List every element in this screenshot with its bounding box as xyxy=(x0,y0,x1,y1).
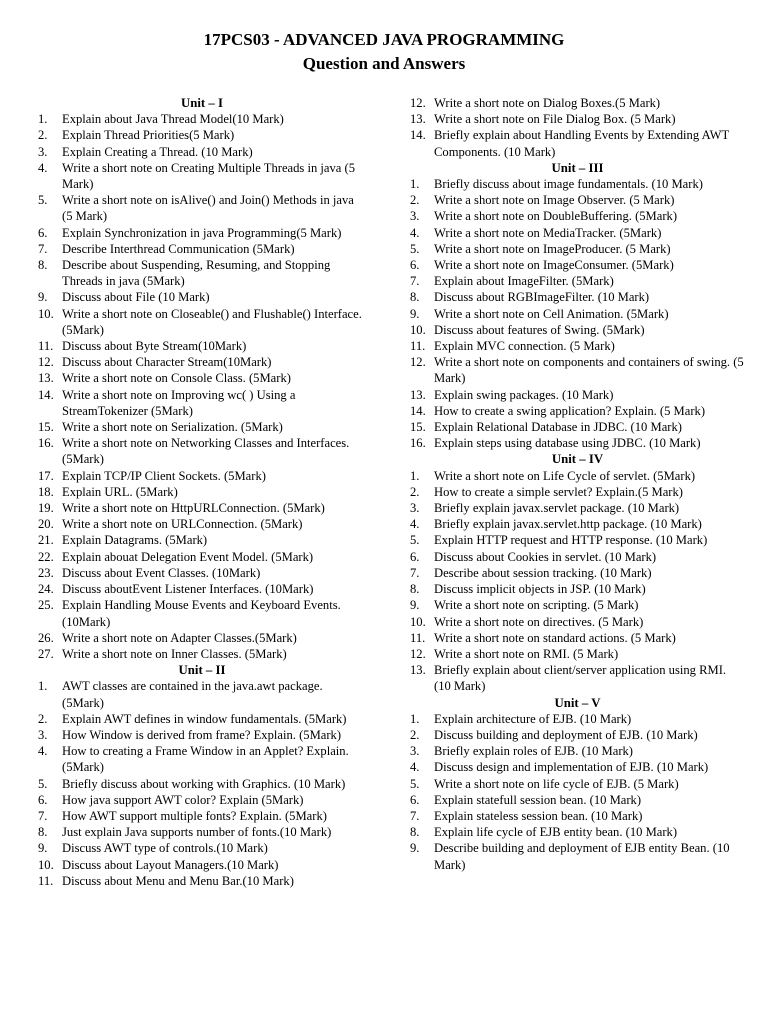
question-item xyxy=(410,516,745,532)
question-list xyxy=(410,711,745,873)
question-item xyxy=(38,743,366,775)
question-item xyxy=(410,387,745,403)
question-item xyxy=(38,144,366,160)
question-number: 20. xyxy=(38,517,54,532)
question-text: Write a short note on scripting. (5 Mark) xyxy=(434,598,639,613)
question-item xyxy=(38,873,366,889)
question-number: 19. xyxy=(38,501,54,516)
question-number: 14. xyxy=(410,403,426,418)
question-number: 8. xyxy=(38,825,48,840)
question-text: Explain Synchronization in java Programming(5 Mark) xyxy=(62,225,342,240)
question-item xyxy=(38,678,366,710)
question-text: Write a short note on DoubleBuffering. (5Mark) xyxy=(434,209,678,224)
question-item xyxy=(410,468,745,484)
question-item xyxy=(410,306,745,322)
question-text: Explain Handling Mouse Events and Keyboard Events. (10Mark) xyxy=(62,598,341,629)
question-number: 5. xyxy=(38,776,48,791)
question-number: 9. xyxy=(38,841,48,856)
question-item xyxy=(410,711,745,727)
question-text: Write a short note on Improving wc( ) Using a StreamTokenizer (5Mark) xyxy=(62,387,296,418)
question-text: Explain about Java Thread Model(10 Mark) xyxy=(62,112,284,127)
unit-heading: Unit – II xyxy=(178,663,226,678)
question-text: Discuss implicit objects in JSP. (10 Mark) xyxy=(434,582,646,597)
question-item xyxy=(38,857,366,873)
question-text: AWT classes are contained in the java.awt package. (5Mark) xyxy=(62,679,323,710)
question-text: Write a short note on Creating Multiple Threads in java (5 Mark) xyxy=(62,160,356,192)
question-text: Write a short note on Cell Animation. (5Mark) xyxy=(434,306,669,321)
question-item xyxy=(410,289,745,305)
question-number: 6. xyxy=(410,792,420,807)
question-item xyxy=(410,824,745,840)
question-list xyxy=(410,468,745,695)
question-text: Discuss about features of Swing. (5Mark) xyxy=(434,322,645,337)
question-number: 11. xyxy=(410,339,426,354)
question-item xyxy=(410,630,745,646)
question-item xyxy=(38,549,366,565)
question-text: Discuss about Character Stream(10Mark) xyxy=(62,355,272,370)
question-number: 14. xyxy=(410,128,426,143)
question-text: Write a short note on MediaTracker. (5Mark) xyxy=(434,225,662,240)
question-number: 10. xyxy=(410,322,426,337)
question-item xyxy=(38,354,366,370)
question-item xyxy=(38,468,366,484)
question-item xyxy=(410,727,745,743)
question-number: 7. xyxy=(410,565,420,580)
question-number: 24. xyxy=(38,582,54,597)
question-text: Discuss about Event Classes. (10Mark) xyxy=(62,565,261,580)
question-number: 27. xyxy=(38,646,54,661)
question-item xyxy=(410,354,745,386)
question-text: Briefly explain roles of EJB. (10 Mark) xyxy=(434,744,634,759)
question-number: 3. xyxy=(410,501,420,516)
question-text: Explain HTTP request and HTTP response. (10 Mark) xyxy=(434,533,708,548)
question-text: Write a short note on RMI. (5 Mark) xyxy=(434,646,619,661)
question-item xyxy=(410,743,745,759)
question-number: 6. xyxy=(38,225,48,240)
question-item xyxy=(410,532,745,548)
question-item xyxy=(38,192,366,224)
question-number: 3. xyxy=(410,744,420,759)
question-text: Explain about ImageFilter. (5Mark) xyxy=(434,274,614,289)
question-text: Discuss about File (10 Mark) xyxy=(62,290,210,305)
question-item xyxy=(38,484,366,500)
question-item xyxy=(410,549,745,565)
question-text: Explain steps using database using JDBC. (10 Mark) xyxy=(434,436,701,451)
question-number: 5. xyxy=(410,241,420,256)
question-text: Explain stateless session bean. (10 Mark) xyxy=(434,808,643,823)
unit-heading: Unit – III xyxy=(551,160,604,175)
question-item xyxy=(410,403,745,419)
question-text: Discuss aboutEvent Listener Interfaces. (10Mark) xyxy=(62,582,314,597)
question-number: 2. xyxy=(38,711,48,726)
question-number: 10. xyxy=(38,857,54,872)
question-item xyxy=(38,565,366,581)
question-item xyxy=(410,484,745,500)
question-text: Write a short note on components and containers of swing. (5 Mark) xyxy=(434,355,744,386)
question-item xyxy=(410,840,745,872)
question-number: 4. xyxy=(410,760,420,775)
question-text: Write a short note on Console Class. (5Mark) xyxy=(62,371,291,386)
question-item xyxy=(38,241,366,257)
question-item xyxy=(38,727,366,743)
question-item xyxy=(38,532,366,548)
question-number: 8. xyxy=(410,825,420,840)
question-item xyxy=(410,273,745,289)
question-number: 14. xyxy=(38,387,54,402)
question-text: Write a short note on life cycle of EJB. (5 Mark) xyxy=(434,776,679,791)
question-number: 6. xyxy=(410,258,420,273)
question-number: 4. xyxy=(410,225,420,240)
question-item xyxy=(38,257,366,289)
question-item xyxy=(38,419,366,435)
question-number: 18. xyxy=(38,484,54,499)
question-text: Discuss about Cookies in servlet. (10 Mark) xyxy=(434,549,657,564)
question-number: 21. xyxy=(38,533,54,548)
question-number: 16. xyxy=(38,436,54,451)
question-item xyxy=(410,435,745,451)
question-number: 8. xyxy=(410,582,420,597)
question-text: Explain Thread Priorities(5 Mark) xyxy=(62,128,235,143)
question-number: 5. xyxy=(410,533,420,548)
question-item xyxy=(38,630,366,646)
question-item xyxy=(38,370,366,386)
question-text: Briefly explain javax.servlet package. (10 Mark) xyxy=(434,501,680,516)
right-column xyxy=(410,95,745,873)
question-item xyxy=(410,808,745,824)
question-item xyxy=(410,500,745,516)
question-number: 12. xyxy=(410,96,426,110)
question-number: 2. xyxy=(410,193,420,208)
question-text: Write a short note on Dialog Boxes.(5 Mark) xyxy=(434,96,661,110)
question-number: 13. xyxy=(410,387,426,402)
question-item xyxy=(410,225,745,241)
unit-heading: Unit – IV xyxy=(551,452,604,467)
question-number: 4. xyxy=(410,517,420,532)
question-number: 22. xyxy=(38,549,54,564)
question-item xyxy=(38,824,366,840)
question-item xyxy=(38,792,366,808)
question-item xyxy=(38,160,366,192)
question-text: How Window is derived from frame? Explain. (5Mark) xyxy=(62,727,342,742)
question-list xyxy=(410,95,745,160)
question-text: Explain swing packages. (10 Mark) xyxy=(434,387,614,402)
question-list xyxy=(410,176,745,451)
question-item xyxy=(410,597,745,613)
question-number: 7. xyxy=(38,808,48,823)
question-item xyxy=(410,792,745,808)
question-text: Briefly discuss about image fundamentals. (10 Mark) xyxy=(434,177,703,192)
question-item xyxy=(410,614,745,630)
question-number: 8. xyxy=(410,290,420,305)
question-number: 10. xyxy=(38,306,54,321)
question-item xyxy=(38,338,366,354)
question-number: 3. xyxy=(410,209,420,224)
question-text: Explain Datagrams. (5Mark) xyxy=(62,533,208,548)
question-item xyxy=(410,257,745,273)
question-text: Explain AWT defines in window fundamentals. (5Mark) xyxy=(62,711,347,726)
question-number: 12. xyxy=(38,355,54,370)
question-text: Briefly explain javax.servlet.http package. (10 Mark) xyxy=(434,517,702,532)
question-number: 5. xyxy=(38,193,48,208)
question-number: 13. xyxy=(38,371,54,386)
question-number: 1. xyxy=(410,468,420,483)
question-text: Write a short note on Serialization. (5Mark) xyxy=(62,420,283,435)
question-number: 12. xyxy=(410,646,426,661)
question-text: Briefly explain about Handling Events by Extending AWT Components. (10 Mark) xyxy=(434,128,730,159)
question-text: Explain life cycle of EJB entity bean. (10 Mark) xyxy=(434,825,678,840)
unit-heading: Unit – I xyxy=(181,96,223,110)
question-number: 5. xyxy=(410,776,420,791)
document-subtitle: Question and Answers xyxy=(302,54,466,73)
question-text: Explain architecture of EJB. (10 Mark) xyxy=(434,711,632,726)
question-item xyxy=(38,808,366,824)
question-text: Explain Relational Database in JDBC. (10 Mark) xyxy=(434,420,682,435)
question-item xyxy=(410,759,745,775)
question-number: 7. xyxy=(410,274,420,289)
question-text: Explain Creating a Thread. (10 Mark) xyxy=(62,144,253,159)
question-text: How java support AWT color? Explain (5Mark) xyxy=(62,792,304,807)
question-list xyxy=(38,111,366,662)
question-text: Write a short note on Life Cycle of servlet. (5Mark) xyxy=(434,468,696,483)
question-item xyxy=(410,111,745,127)
question-item xyxy=(410,176,745,192)
question-number: 16. xyxy=(410,436,426,451)
question-text: Discuss about Byte Stream(10Mark) xyxy=(62,339,247,354)
left-column xyxy=(38,95,366,889)
question-number: 4. xyxy=(38,160,48,175)
question-text: Write a short note on Networking Classes and Interfaces. (5Mark) xyxy=(62,436,350,467)
question-text: Write a short note on ImageProducer. (5 Mark) xyxy=(434,241,671,256)
question-item xyxy=(38,500,366,516)
question-number: 7. xyxy=(410,808,420,823)
question-text: Briefly explain about client/server application using RMI. (10 Mark) xyxy=(434,663,727,694)
question-text: Briefly discuss about working with Graphics. (10 Mark) xyxy=(62,776,346,791)
question-item xyxy=(38,711,366,727)
question-text: Write a short note on HttpURLConnection. (5Mark) xyxy=(62,501,325,516)
question-text: Just explain Java supports number of fonts.(10 Mark) xyxy=(62,825,332,840)
question-text: Write a short note on Adapter Classes.(5Mark) xyxy=(62,630,297,645)
question-text: Write a short note on Inner Classes. (5Mark) xyxy=(62,646,287,661)
question-number: 10. xyxy=(410,614,426,629)
question-number: 15. xyxy=(38,420,54,435)
question-item xyxy=(410,419,745,435)
question-item xyxy=(38,127,366,143)
question-text: Write a short note on isAlive() and Join() Methods in java (5 Mark) xyxy=(62,193,354,224)
question-item xyxy=(38,387,366,419)
question-text: Describe building and deployment of EJB entity Bean. (10 Mark) xyxy=(434,841,730,872)
question-number: 15. xyxy=(410,420,426,435)
question-number: 8. xyxy=(38,258,48,273)
question-text: Discuss design and implementation of EJB. (10 Mark) xyxy=(434,760,709,775)
question-list xyxy=(38,678,366,889)
question-text: Explain MVC connection. (5 Mark) xyxy=(434,339,615,354)
question-number: 1. xyxy=(38,679,48,694)
question-text: Explain TCP/IP Client Sockets. (5Mark) xyxy=(62,468,266,483)
question-number: 9. xyxy=(410,841,420,856)
question-number: 2. xyxy=(38,128,48,143)
question-text: Write a short note on Closeable() and Flushable() Interface. (5Mark) xyxy=(62,306,362,337)
question-item xyxy=(410,662,745,694)
question-number: 13. xyxy=(410,112,426,127)
question-item xyxy=(38,646,366,662)
question-text: How to creating a Frame Window in an Applet? Explain. (5Mark) xyxy=(62,744,349,775)
question-item xyxy=(38,581,366,597)
question-item xyxy=(38,225,366,241)
question-item xyxy=(410,208,745,224)
question-number: 13. xyxy=(410,663,426,678)
question-number: 6. xyxy=(410,549,420,564)
question-number: 12. xyxy=(410,355,426,370)
question-item xyxy=(410,338,745,354)
question-number: 1. xyxy=(38,112,48,127)
question-item xyxy=(410,192,745,208)
question-text: Describe Interthread Communication (5Mark) xyxy=(62,241,295,256)
question-item xyxy=(410,127,745,159)
question-item xyxy=(410,322,745,338)
question-number: 9. xyxy=(410,306,420,321)
question-text: Write a short note on standard actions. (5 Mark) xyxy=(434,630,676,645)
question-number: 2. xyxy=(410,727,420,742)
question-text: Write a short note on ImageConsumer. (5Mark) xyxy=(434,258,674,273)
question-number: 17. xyxy=(38,468,54,483)
question-number: 11. xyxy=(38,873,54,888)
question-item xyxy=(410,565,745,581)
question-text: Explain statefull session bean. (10 Mark) xyxy=(434,792,642,807)
question-text: How to create a swing application? Explain. (5 Mark) xyxy=(434,403,706,418)
question-item xyxy=(38,306,366,338)
question-text: Discuss about RGBImageFilter. (10 Mark) xyxy=(434,290,650,305)
question-number: 23. xyxy=(38,565,54,580)
question-text: Describe about Suspending, Resuming, and Stopping Threads in java (5Mark) xyxy=(62,258,331,289)
question-text: Discuss AWT type of controls.(10 Mark) xyxy=(62,841,268,856)
question-text: Discuss about Menu and Menu Bar.(10 Mark) xyxy=(62,873,294,888)
question-number: 11. xyxy=(38,339,54,354)
question-text: Write a short note on URLConnection. (5Mark) xyxy=(62,517,303,532)
question-number: 4. xyxy=(38,744,48,759)
question-text: How to create a simple servlet? Explain.(5 Mark) xyxy=(434,484,683,499)
question-item xyxy=(38,111,366,127)
question-text: Write a short note on directives. (5 Mark) xyxy=(434,614,644,629)
question-number: 7. xyxy=(38,241,48,256)
question-text: Explain URL. (5Mark) xyxy=(62,484,178,499)
question-number: 25. xyxy=(38,598,54,613)
question-text: Explain abouat Delegation Event Model. (5Mark) xyxy=(62,549,314,564)
question-number: 2. xyxy=(410,484,420,499)
question-number: 9. xyxy=(38,290,48,305)
question-text: Discuss building and deployment of EJB. (10 Mark) xyxy=(434,727,698,742)
question-number: 3. xyxy=(38,144,48,159)
question-item xyxy=(38,840,366,856)
question-item xyxy=(38,435,366,467)
question-item xyxy=(410,776,745,792)
question-number: 3. xyxy=(38,727,48,742)
question-item xyxy=(38,597,366,629)
question-number: 1. xyxy=(410,177,420,192)
question-number: 9. xyxy=(410,598,420,613)
question-number: 1. xyxy=(410,711,420,726)
question-number: 26. xyxy=(38,630,54,645)
question-number: 11. xyxy=(410,630,426,645)
question-text: Discuss about Layout Managers.(10 Mark) xyxy=(62,857,279,872)
question-text: How AWT support multiple fonts? Explain. (5Mark) xyxy=(62,808,327,823)
question-text: Write a short note on File Dialog Box. (5 Mark) xyxy=(434,112,676,127)
question-item xyxy=(410,95,745,111)
course-title: 17PCS03 - ADVANCED JAVA PROGRAMMING xyxy=(203,30,565,49)
question-item xyxy=(38,516,366,532)
question-item xyxy=(38,776,366,792)
question-text: Describe about session tracking. (10 Mark) xyxy=(434,565,652,580)
question-text: Write a short note on Image Observer. (5 Mark) xyxy=(434,193,675,208)
question-number: 6. xyxy=(38,792,48,807)
unit-heading: Unit – V xyxy=(554,695,601,710)
question-item xyxy=(410,646,745,662)
question-item xyxy=(38,289,366,305)
question-item xyxy=(410,581,745,597)
question-item xyxy=(410,241,745,257)
